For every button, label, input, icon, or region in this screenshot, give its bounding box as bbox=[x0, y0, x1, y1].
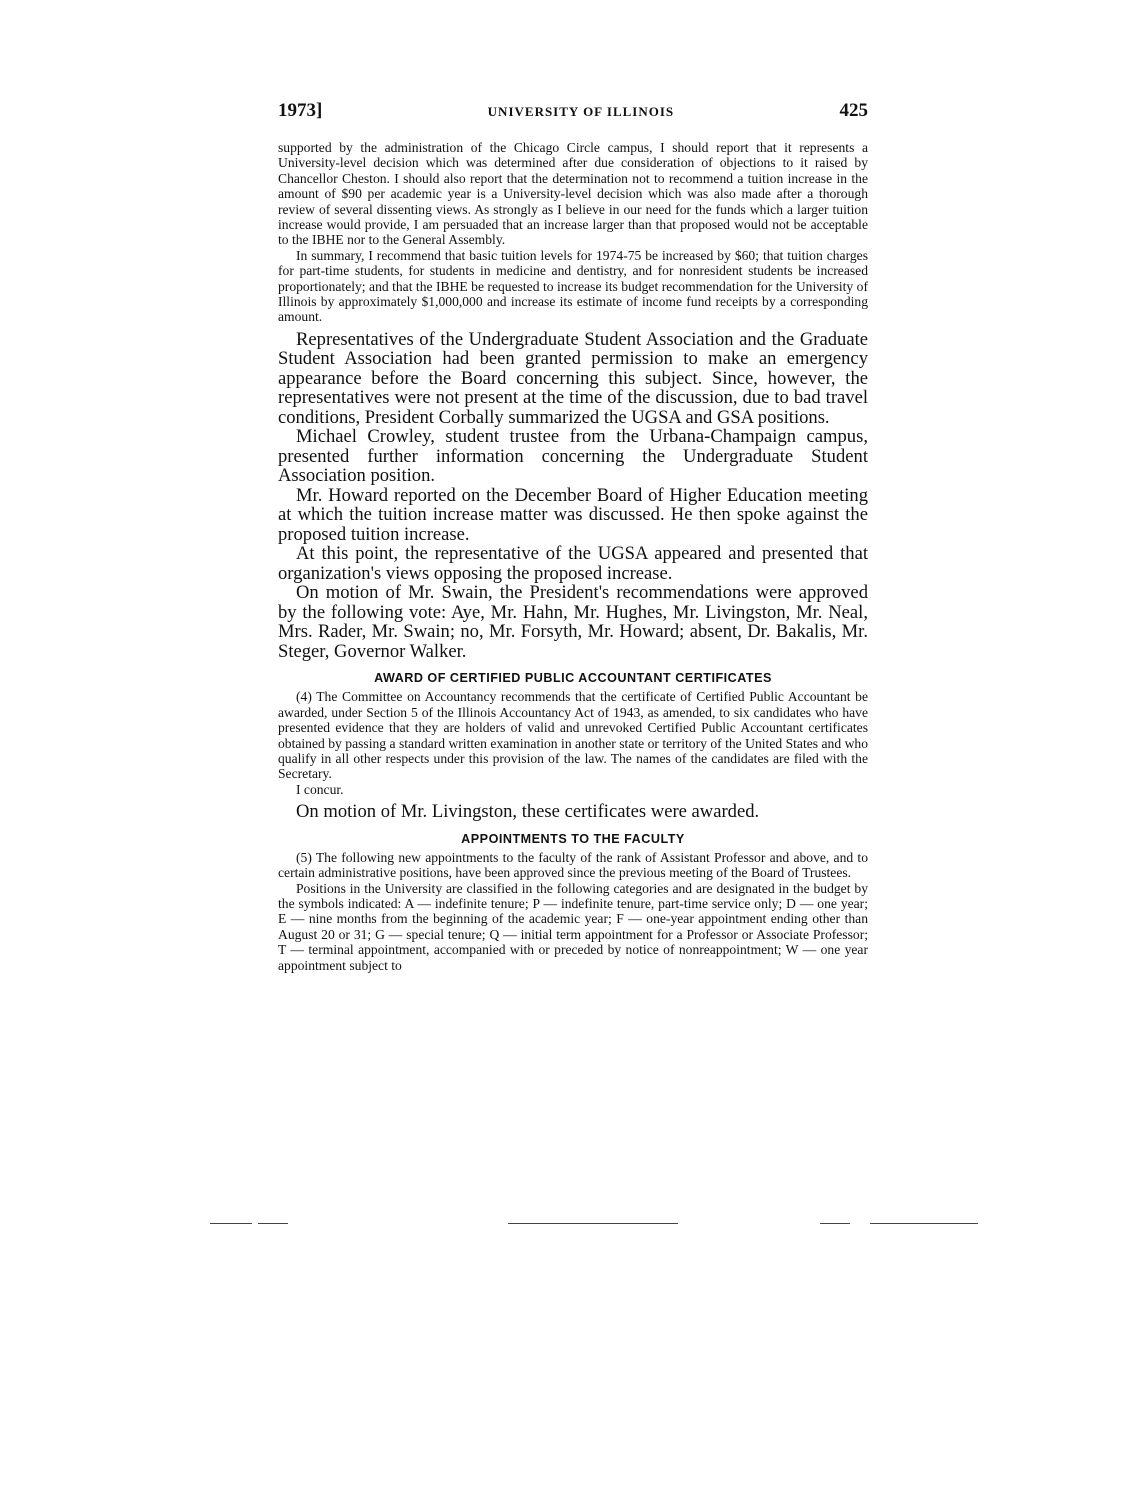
rule-segment bbox=[258, 1223, 288, 1224]
rule-segment bbox=[508, 1223, 678, 1224]
paragraph-appointments: (5) The following new appointments to the faculty of the rank of Assistant Professor and above, and to certain administrative positions, have been approved since the previous meeting of the Board of Trustees. bbox=[278, 849, 868, 881]
paragraph-ugsa: At this point, the representative of the UGSA appeared and presented that organization's views opposing the proposed increase. bbox=[278, 543, 868, 584]
header-title: UNIVERSITY OF ILLINOIS bbox=[487, 104, 675, 119]
rule-segment bbox=[210, 1223, 252, 1224]
rule-segment bbox=[820, 1223, 850, 1224]
section-heading-appointments: APPOINTMENTS TO THE FACULTY bbox=[461, 831, 685, 846]
paragraph-summary: In summary, I recommend that basic tuition levels for 1974-75 be increased by $60; that tuition charges for part-time students, for students in medicine and dentistry, and for nonresident students be increased proportionately; and that the IBHE be requested to increase its budget recommendation for the University of Illinois by approximately $1,000,000 and increase its estimate of income fund receipts by a corresponding amount. bbox=[278, 247, 868, 325]
paragraph-continuation: supported by the administration of the Chicago Circle campus, I should report that it represents a University-level decision which was determined after due consideration of objections to it raised by Chancellor Cheston. I should also report that the determination not to recommend a tuition increase in the amount of $90 per academic year is a University-level decision which was also made after a thorough review of several dissenting views. As strongly as I believe in our need for the funds which a larger tuition increase would provide, I am persuaded that an increase larger than that proposed would not be acceptable to the IBHE nor to the General Assembly. bbox=[278, 140, 868, 248]
running-head bbox=[278, 100, 868, 122]
paragraph-livingston-motion: On motion of Mr. Livingston, these certificates were awarded. bbox=[296, 801, 760, 823]
rule-segment bbox=[870, 1223, 978, 1224]
page-number: 425 bbox=[839, 100, 868, 121]
scan-artifact-rules bbox=[0, 1222, 1148, 1226]
paragraph-vote: On motion of Mr. Swain, the President's recommendations were approved by the following vote: Aye, Mr. Hahn, Mr. Hughes, Mr. Livingston, Mr. Neal, Mrs. Rader, Mr. Swain; no, Mr. Forsyth, Mr. Howard; absent, Dr. Bakalis, Mr. Steger, Governor Walker. bbox=[278, 582, 868, 662]
header-year: 1973] bbox=[278, 100, 323, 121]
paragraph-cpa: (4) The Committee on Accountancy recommends that the certificate of Certified Public Accountant be awarded, under Section 5 of the Illinois Accountancy Act of 1943, as amended, to six candidates who have presented evidence that they are holders of valid and unrevoked Certified Public Accountant certificates obtained by passing a standard written examination in another state or territory of the United States and who qualify in all other respects under this provision of the law. The names of the candidates are filed with the Secretary. bbox=[278, 689, 868, 782]
paragraph-positions: Positions in the University are classified in the following categories and are designated in the budget by the symbols indicated: A — indefinite tenure; P — indefinite tenure, part-time service only; D — one year; E — nine months from the beginning of the academic year; F — one-year appointment ending other than August 20 or 31; G — special tenure; Q — initial term appointment for a Professor or Associate Professor; T — terminal appointment, accompanied with or preceded by notice of nonreappointment; W — one year appointment subject to bbox=[278, 880, 868, 973]
paragraph-concur: I concur. bbox=[296, 781, 344, 797]
paragraph-representatives: Representatives of the Undergraduate Student Association and the Graduate Student Association had been granted permission to make an emergency appearance before the Board concerning this subject. Since, however, the representatives were not present at the time of the discussion, due to bad travel conditions, President Corbally summarized the UGSA and GSA positions. bbox=[278, 328, 868, 428]
section-heading-cpa: AWARD OF CERTIFIED PUBLIC ACCOUNTANT CERTIFICATES bbox=[374, 671, 772, 686]
paragraph-crowley: Michael Crowley, student trustee from the Urbana-Champaign campus, presented further information concerning the Undergraduate Student Association position. bbox=[278, 426, 868, 487]
paragraph-howard: Mr. Howard reported on the December Board of Higher Education meeting at which the tuition increase matter was discussed. He then spoke against the proposed tuition increase. bbox=[278, 484, 868, 545]
document-page bbox=[278, 100, 868, 973]
